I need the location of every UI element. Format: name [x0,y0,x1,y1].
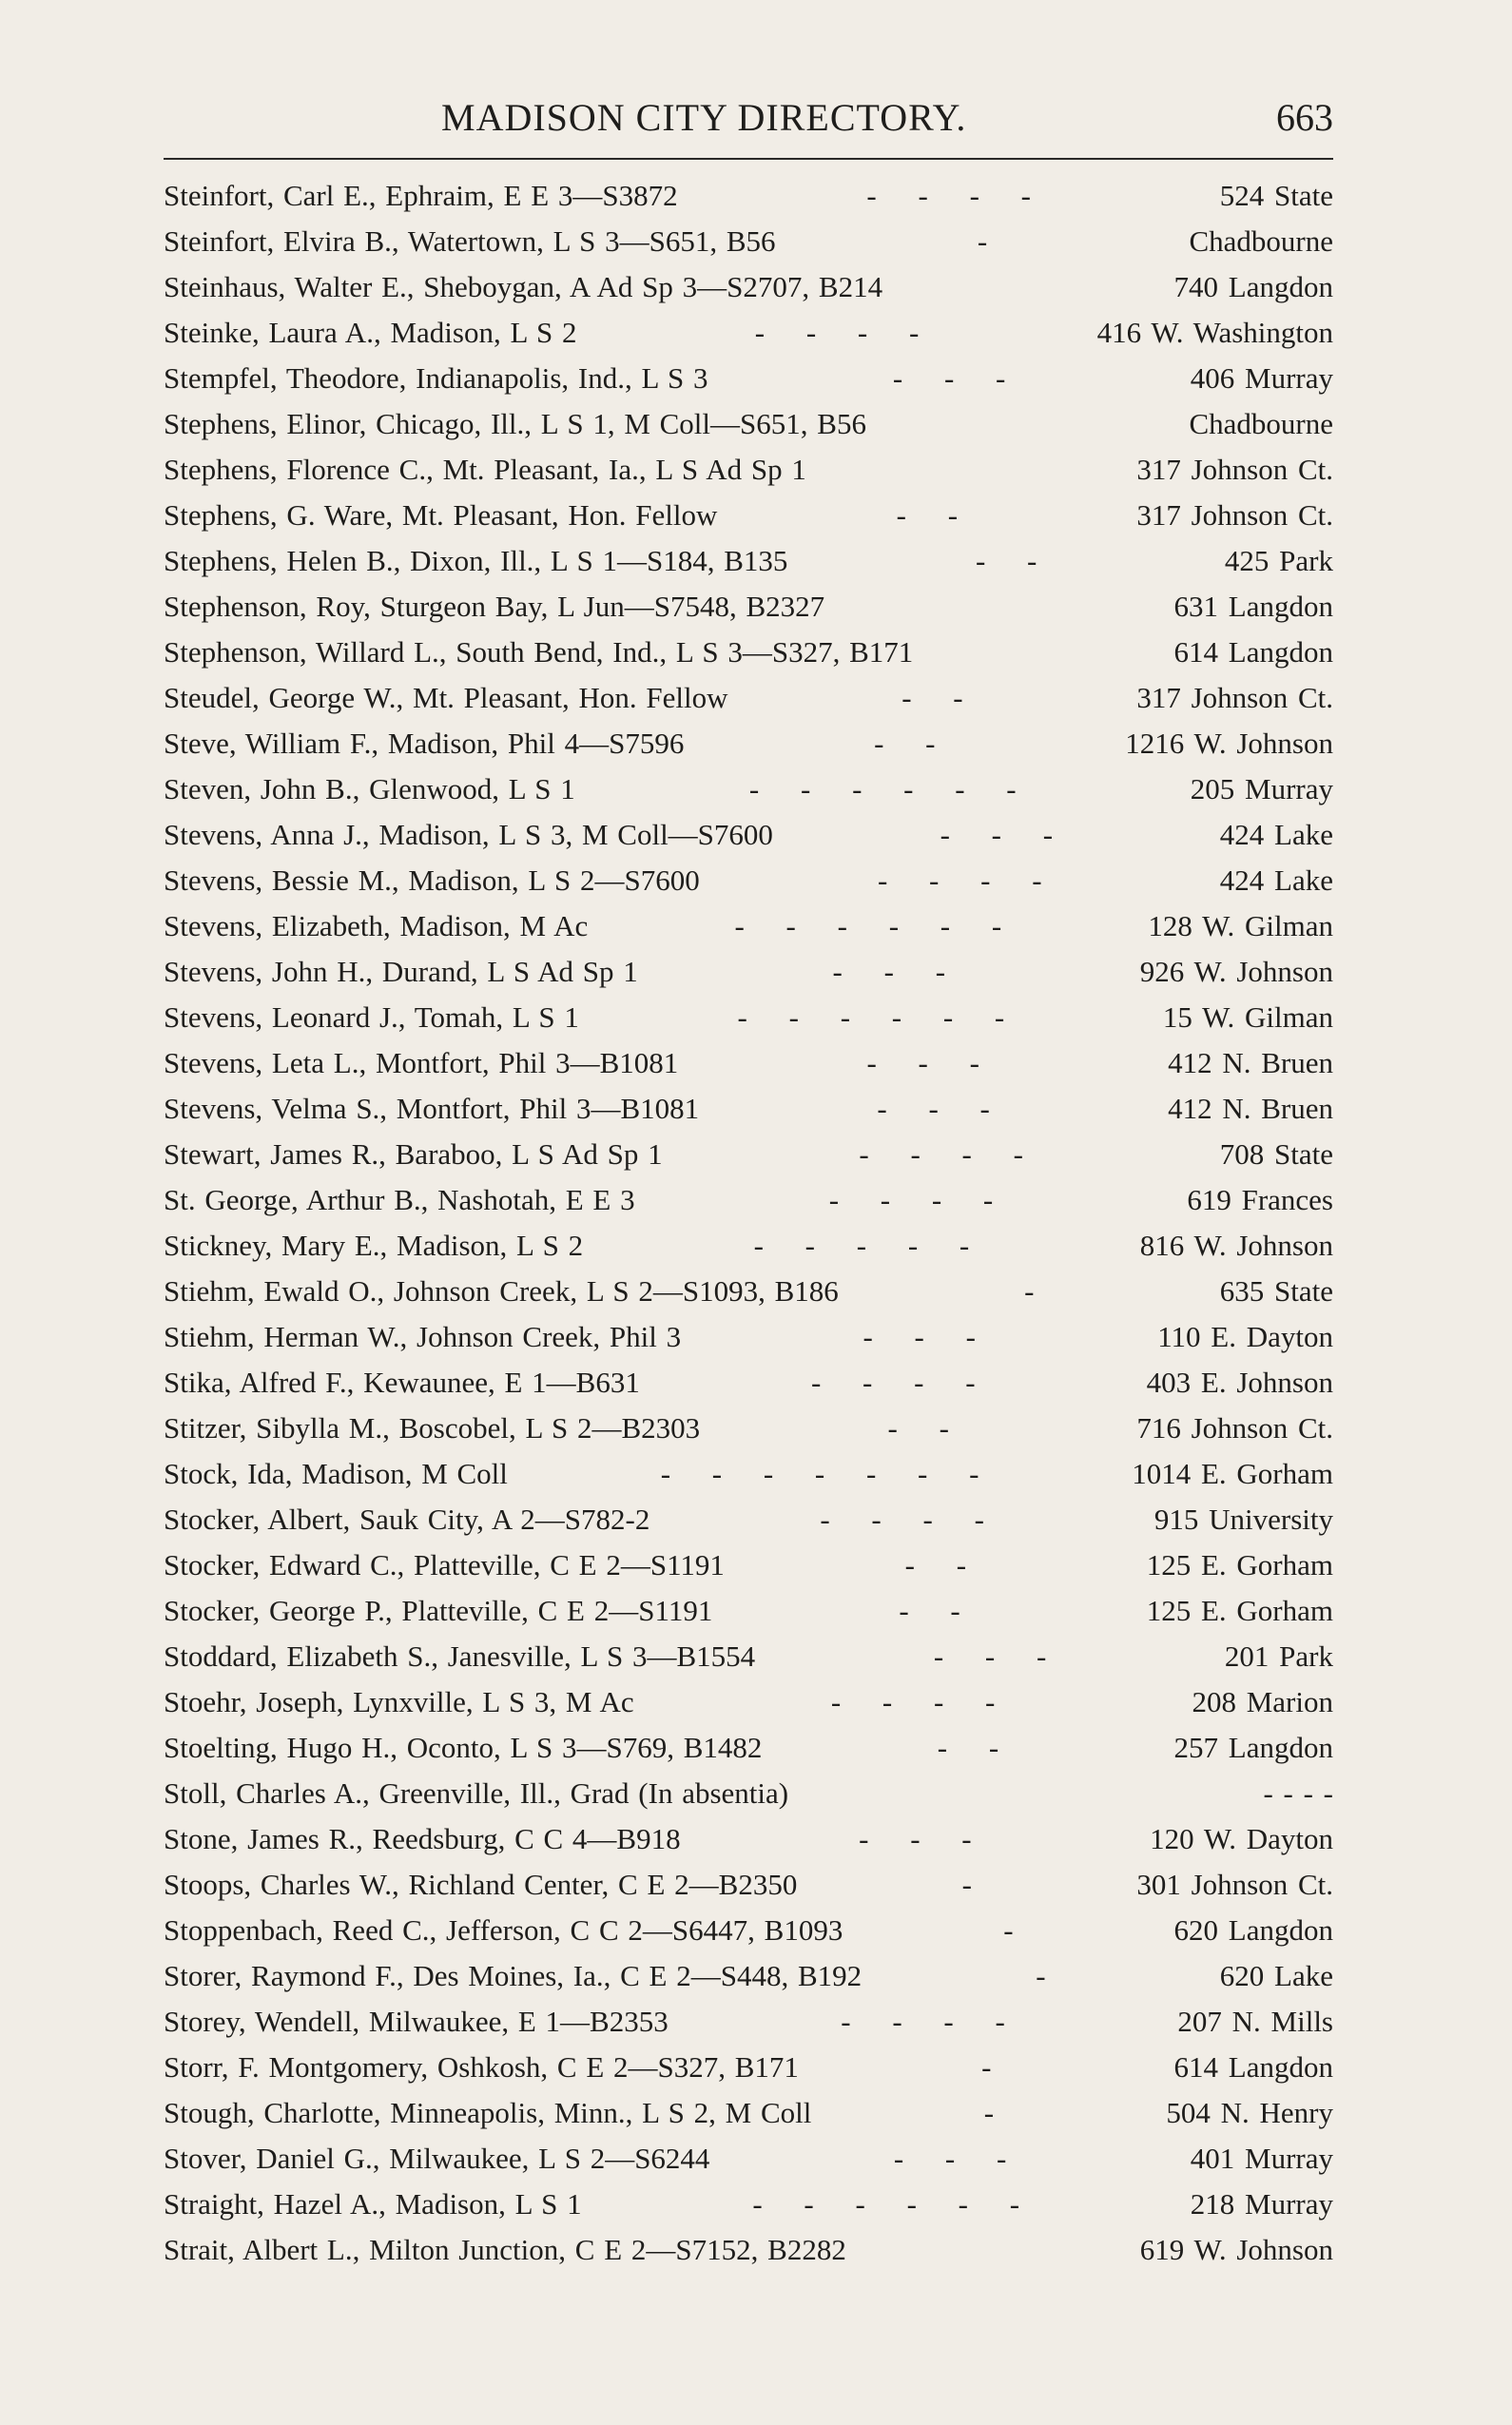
entry-text: Stough, Charlotte, Minneapolis, Minn., L S 2, M Coll [164,2096,812,2129]
entry-address: 424 Lake [1219,818,1333,851]
entry-address: 614 Langdon [1173,635,1333,669]
entry-address: 1014 E. Gorham [1132,1457,1333,1490]
directory-entries [164,173,1333,2273]
leader-dashes: - - - - [828,1183,1011,1216]
entry-text: Stoops, Charles W., Richland Center, C E 2—B2350 [164,1868,798,1901]
entry-text: Steinhaus, Walter E., Sheboygan, A Ad Sp 3—S2707, B214 [164,270,883,303]
entry-address: - - - - [1263,1776,1333,1810]
entry-address: 317 Johnson Ct. [1136,498,1333,532]
directory-entry [164,356,1333,401]
leader-dashes: - - [901,681,980,714]
directory-entry [164,1862,1333,1908]
entry-text: Stewart, James R., Baraboo, L S Ad Sp 1 [164,1137,663,1171]
entry-text: Stevens, Elizabeth, Madison, M Ac [164,909,589,942]
directory-entry [164,630,1333,675]
directory-entry [164,1725,1333,1771]
leader-dashes: - - - - [859,1137,1040,1171]
directory-entry [164,675,1333,721]
entry-text: Steve, William F., Madison, Phil 4—S7596 [164,727,685,760]
leader-dashes: - [1024,1274,1052,1308]
entry-text: Steudel, George W., Mt. Pleasant, Hon. Fellow [164,681,728,714]
entry-text: Stocker, Edward C., Platteville, C E 2—S1191 [164,1548,725,1581]
leader-dashes: - - - [866,1046,997,1079]
leader-dashes: - - - [933,1639,1064,1673]
leader-dashes: - - - - - - [737,1000,1022,1034]
entry-address: 816 W. Johnson [1139,1229,1333,1262]
directory-entry [164,584,1333,630]
leader-dashes: - - - [893,2142,1024,2175]
entry-text: Stephenson, Willard L., South Bend, Ind., L S 3—S327, B171 [164,635,914,669]
entry-text: Steven, John B., Glenwood, L S 1 [164,772,575,805]
directory-entry [164,1953,1333,1999]
entry-text: Stevens, Leonard J., Tomah, L S 1 [164,1000,579,1034]
leader-dashes: - - - - [810,1366,993,1399]
leader-dashes: - - - [832,955,963,988]
directory-entry [164,1086,1333,1132]
leader-dashes: - - [937,1731,1017,1764]
entry-address: 915 University [1153,1503,1333,1536]
entry-address: 401 Murray [1190,2142,1333,2175]
entry-address: 403 E. Johnson [1146,1366,1333,1399]
directory-entry [164,2227,1333,2273]
entry-address: 619 W. Johnson [1139,2233,1333,2266]
directory-entry [164,538,1333,584]
entry-address: 201 Park [1224,1639,1333,1673]
leader-dashes: - - - - [877,863,1059,897]
directory-entry [164,1908,1333,1953]
leader-dashes: - - - - - [753,1229,987,1262]
directory-entry [164,1771,1333,1816]
directory-entry [164,1634,1333,1679]
leader-dashes: - - [887,1411,966,1445]
leader-dashes: - - - [877,1092,1007,1125]
directory-entry [164,2136,1333,2182]
entry-address: 424 Lake [1219,863,1333,897]
entry-text: Steinfort, Carl E., Ephraim, E E 3—S3872 [164,179,678,212]
leader-dashes: - [1003,1913,1031,1947]
entry-text: Straight, Hazel A., Madison, L S 1 [164,2187,582,2221]
directory-entry [164,1269,1333,1314]
entry-text: Strait, Albert L., Milton Junction, C E 2—S7152, B2282 [164,2233,846,2266]
entry-text: Storr, F. Montgomery, Oshkosh, C E 2—S327, B171 [164,2050,799,2084]
entry-address: 15 W. Gilman [1162,1000,1333,1034]
entry-text: Stickney, Mary E., Madison, L S 2 [164,1229,584,1262]
directory-entry [164,401,1333,447]
entry-address: 425 Park [1224,544,1333,577]
entry-address: 412 N. Bruen [1168,1092,1333,1125]
entry-text: Stevens, Bessie M., Madison, L S 2—S7600 [164,863,700,897]
leader-dashes: - - - - [820,1503,1001,1536]
entry-text: Stevens, Leta L., Montfort, Phil 3—B1081 [164,1046,679,1079]
entry-address: 120 W. Dayton [1150,1822,1333,1855]
directory-entry [164,310,1333,356]
entry-text: Stephens, Helen B., Dixon, Ill., L S 1—S184, B135 [164,544,788,577]
directory-entry [164,219,1333,264]
directory-entry [164,2090,1333,2136]
entry-text: Stoll, Charles A., Greenville, Ill., Grad (In absentia) [164,1776,789,1810]
leader-dashes: - - - [892,361,1023,395]
entry-text: Stitzer, Sibylla M., Boscobel, L S 2—B2303 [164,1411,701,1445]
directory-entry [164,1223,1333,1269]
leader-dashes: - - [896,498,976,532]
header-rule [164,158,1333,160]
entry-text: Stiehm, Herman W., Johnson Creek, Phil 3 [164,1320,682,1353]
leader-dashes: - [981,2050,1009,2084]
leader-dashes: - - [899,1594,978,1627]
entry-address: 110 E. Dayton [1157,1320,1333,1353]
leader-dashes: - - - - - - [748,772,1034,805]
entry-text: Stephenson, Roy, Sturgeon Bay, L Jun—S7548, B2327 [164,590,825,623]
entry-text: Stone, James R., Reedsburg, C C 4—B918 [164,1822,681,1855]
directory-entry [164,858,1333,903]
entry-text: Stocker, George P., Platteville, C E 2—S1191 [164,1594,713,1627]
entry-address: 716 Johnson Ct. [1136,1411,1333,1445]
directory-entry [164,447,1333,493]
directory-entry [164,2045,1333,2090]
leader-dashes: - - - - [754,316,937,349]
leader-dashes: - [961,1868,989,1901]
entry-address: Chadbourne [1189,407,1333,440]
directory-entry [164,1816,1333,1862]
entry-address: 208 Marion [1192,1685,1333,1718]
entry-address: 317 Johnson Ct. [1136,681,1333,714]
directory-entry [164,1406,1333,1451]
entry-address: 125 E. Gorham [1146,1594,1333,1627]
directory-entry [164,1999,1333,2045]
leader-dashes: - - [904,1548,984,1581]
entry-address: 620 Lake [1219,1959,1333,1992]
entry-text: Stika, Alfred F., Kewaunee, E 1—B631 [164,1366,640,1399]
entry-address: 635 State [1219,1274,1333,1308]
entry-address: 257 Langdon [1173,1731,1333,1764]
entry-address: 926 W. Johnson [1139,955,1333,988]
leader-dashes: - - - - [866,179,1048,212]
entry-address: 619 Frances [1187,1183,1333,1216]
entry-text: Stoehr, Joseph, Lynxville, L S 3, M Ac [164,1685,634,1718]
entry-text: St. George, Arthur B., Nashotah, E E 3 [164,1183,635,1216]
leader-dashes: - - - [863,1320,993,1353]
directory-entry [164,903,1333,949]
directory-entry [164,173,1333,219]
entry-address: 218 Murray [1190,2187,1333,2221]
entry-text: Steinfort, Elvira B., Watertown, L S 3—S651, B56 [164,224,776,258]
directory-entry [164,1132,1333,1177]
entry-text: Storer, Raymond F., Des Moines, Ia., C E 2—S448, B192 [164,1959,863,1992]
leader-dashes: - - [975,544,1055,577]
entry-address: 205 Murray [1190,772,1333,805]
leader-dashes: - - - - - - [752,2187,1037,2221]
directory-entry [164,264,1333,310]
entry-text: Stevens, Anna J., Madison, L S 3, M Coll—S7600 [164,818,773,851]
entry-address: 740 Langdon [1173,270,1333,303]
entry-text: Stiehm, Ewald O., Johnson Creek, L S 2—S1093, B186 [164,1274,839,1308]
entry-address: 406 Murray [1190,361,1333,395]
entry-address: 614 Langdon [1173,2050,1333,2084]
entry-address: 317 Johnson Ct. [1136,453,1333,486]
leader-dashes: - - - - - - - [660,1457,997,1490]
page-title: MADISON CITY DIRECTORY. [441,96,967,139]
entry-text: Stoppenbach, Reed C., Jefferson, C C 2—S6447, B1093 [164,1913,843,1947]
leader-dashes: - - - - [830,1685,1013,1718]
entry-text: Stover, Daniel G., Milwaukee, L S 2—S6244 [164,2142,710,2175]
entry-text: Stephens, Florence C., Mt. Pleasant, Ia., L S Ad Sp 1 [164,453,806,486]
entry-address: 207 N. Mills [1177,2005,1333,2038]
entry-text: Stevens, John H., Durand, L S Ad Sp 1 [164,955,638,988]
page-number: 663 [1276,96,1333,139]
leader-dashes: - - - [940,818,1071,851]
entry-text: Stempfel, Theodore, Indianapolis, Ind., L S 3 [164,361,708,395]
entry-text: Stock, Ida, Madison, M Coll [164,1457,508,1490]
directory-entry [164,1588,1333,1634]
entry-address: 301 Johnson Ct. [1136,1868,1333,1901]
entry-text: Steinke, Laura A., Madison, L S 2 [164,316,577,349]
leader-dashes: - - [874,727,953,760]
entry-address: 1216 W. Johnson [1125,727,1333,760]
leader-dashes: - - - - - - [734,909,1019,942]
directory-entry [164,1679,1333,1725]
directory-entry [164,1497,1333,1542]
directory-entry [164,1040,1333,1086]
directory-entry [164,493,1333,538]
entry-address: 416 W. Washington [1096,316,1333,349]
entry-address: 524 State [1219,179,1333,212]
page-header [164,95,1333,152]
directory-entry [164,2182,1333,2227]
leader-dashes: - [1036,1959,1063,1992]
directory-entry [164,1451,1333,1497]
directory-entry [164,812,1333,858]
leader-dashes: - - - [859,1822,989,1855]
entry-text: Stephens, Elinor, Chicago, Ill., L S 1, M Coll—S651, B56 [164,407,866,440]
directory-entry [164,1177,1333,1223]
directory-entry [164,721,1333,766]
entry-text: Stoddard, Elizabeth S., Janesville, L S 3—B1554 [164,1639,756,1673]
entry-address: Chadbourne [1189,224,1333,258]
entry-address: 412 N. Bruen [1168,1046,1333,1079]
directory-entry [164,1360,1333,1406]
directory-entry [164,766,1333,812]
entry-address: 620 Langdon [1173,1913,1333,1947]
leader-dashes: - - - - [841,2005,1022,2038]
entry-address: 631 Langdon [1173,590,1333,623]
directory-entry [164,949,1333,995]
entry-address: 708 State [1219,1137,1333,1171]
entry-text: Stoelting, Hugo H., Oconto, L S 3—S769, B1482 [164,1731,763,1764]
entry-address: 128 W. Gilman [1148,909,1333,942]
directory-entry [164,1314,1333,1360]
entry-text: Storey, Wendell, Milwaukee, E 1—B2353 [164,2005,669,2038]
entry-text: Stevens, Velma S., Montfort, Phil 3—B1081 [164,1092,700,1125]
directory-entry [164,995,1333,1040]
entry-address: 504 N. Henry [1166,2096,1333,2129]
leader-dashes: - [983,2096,1012,2129]
entry-text: Stocker, Albert, Sauk City, A 2—S782-2 [164,1503,650,1536]
entry-address: 125 E. Gorham [1146,1548,1333,1581]
leader-dashes: - [977,224,1005,258]
entry-text: Stephens, G. Ware, Mt. Pleasant, Hon. Fellow [164,498,718,532]
directory-entry [164,1542,1333,1588]
